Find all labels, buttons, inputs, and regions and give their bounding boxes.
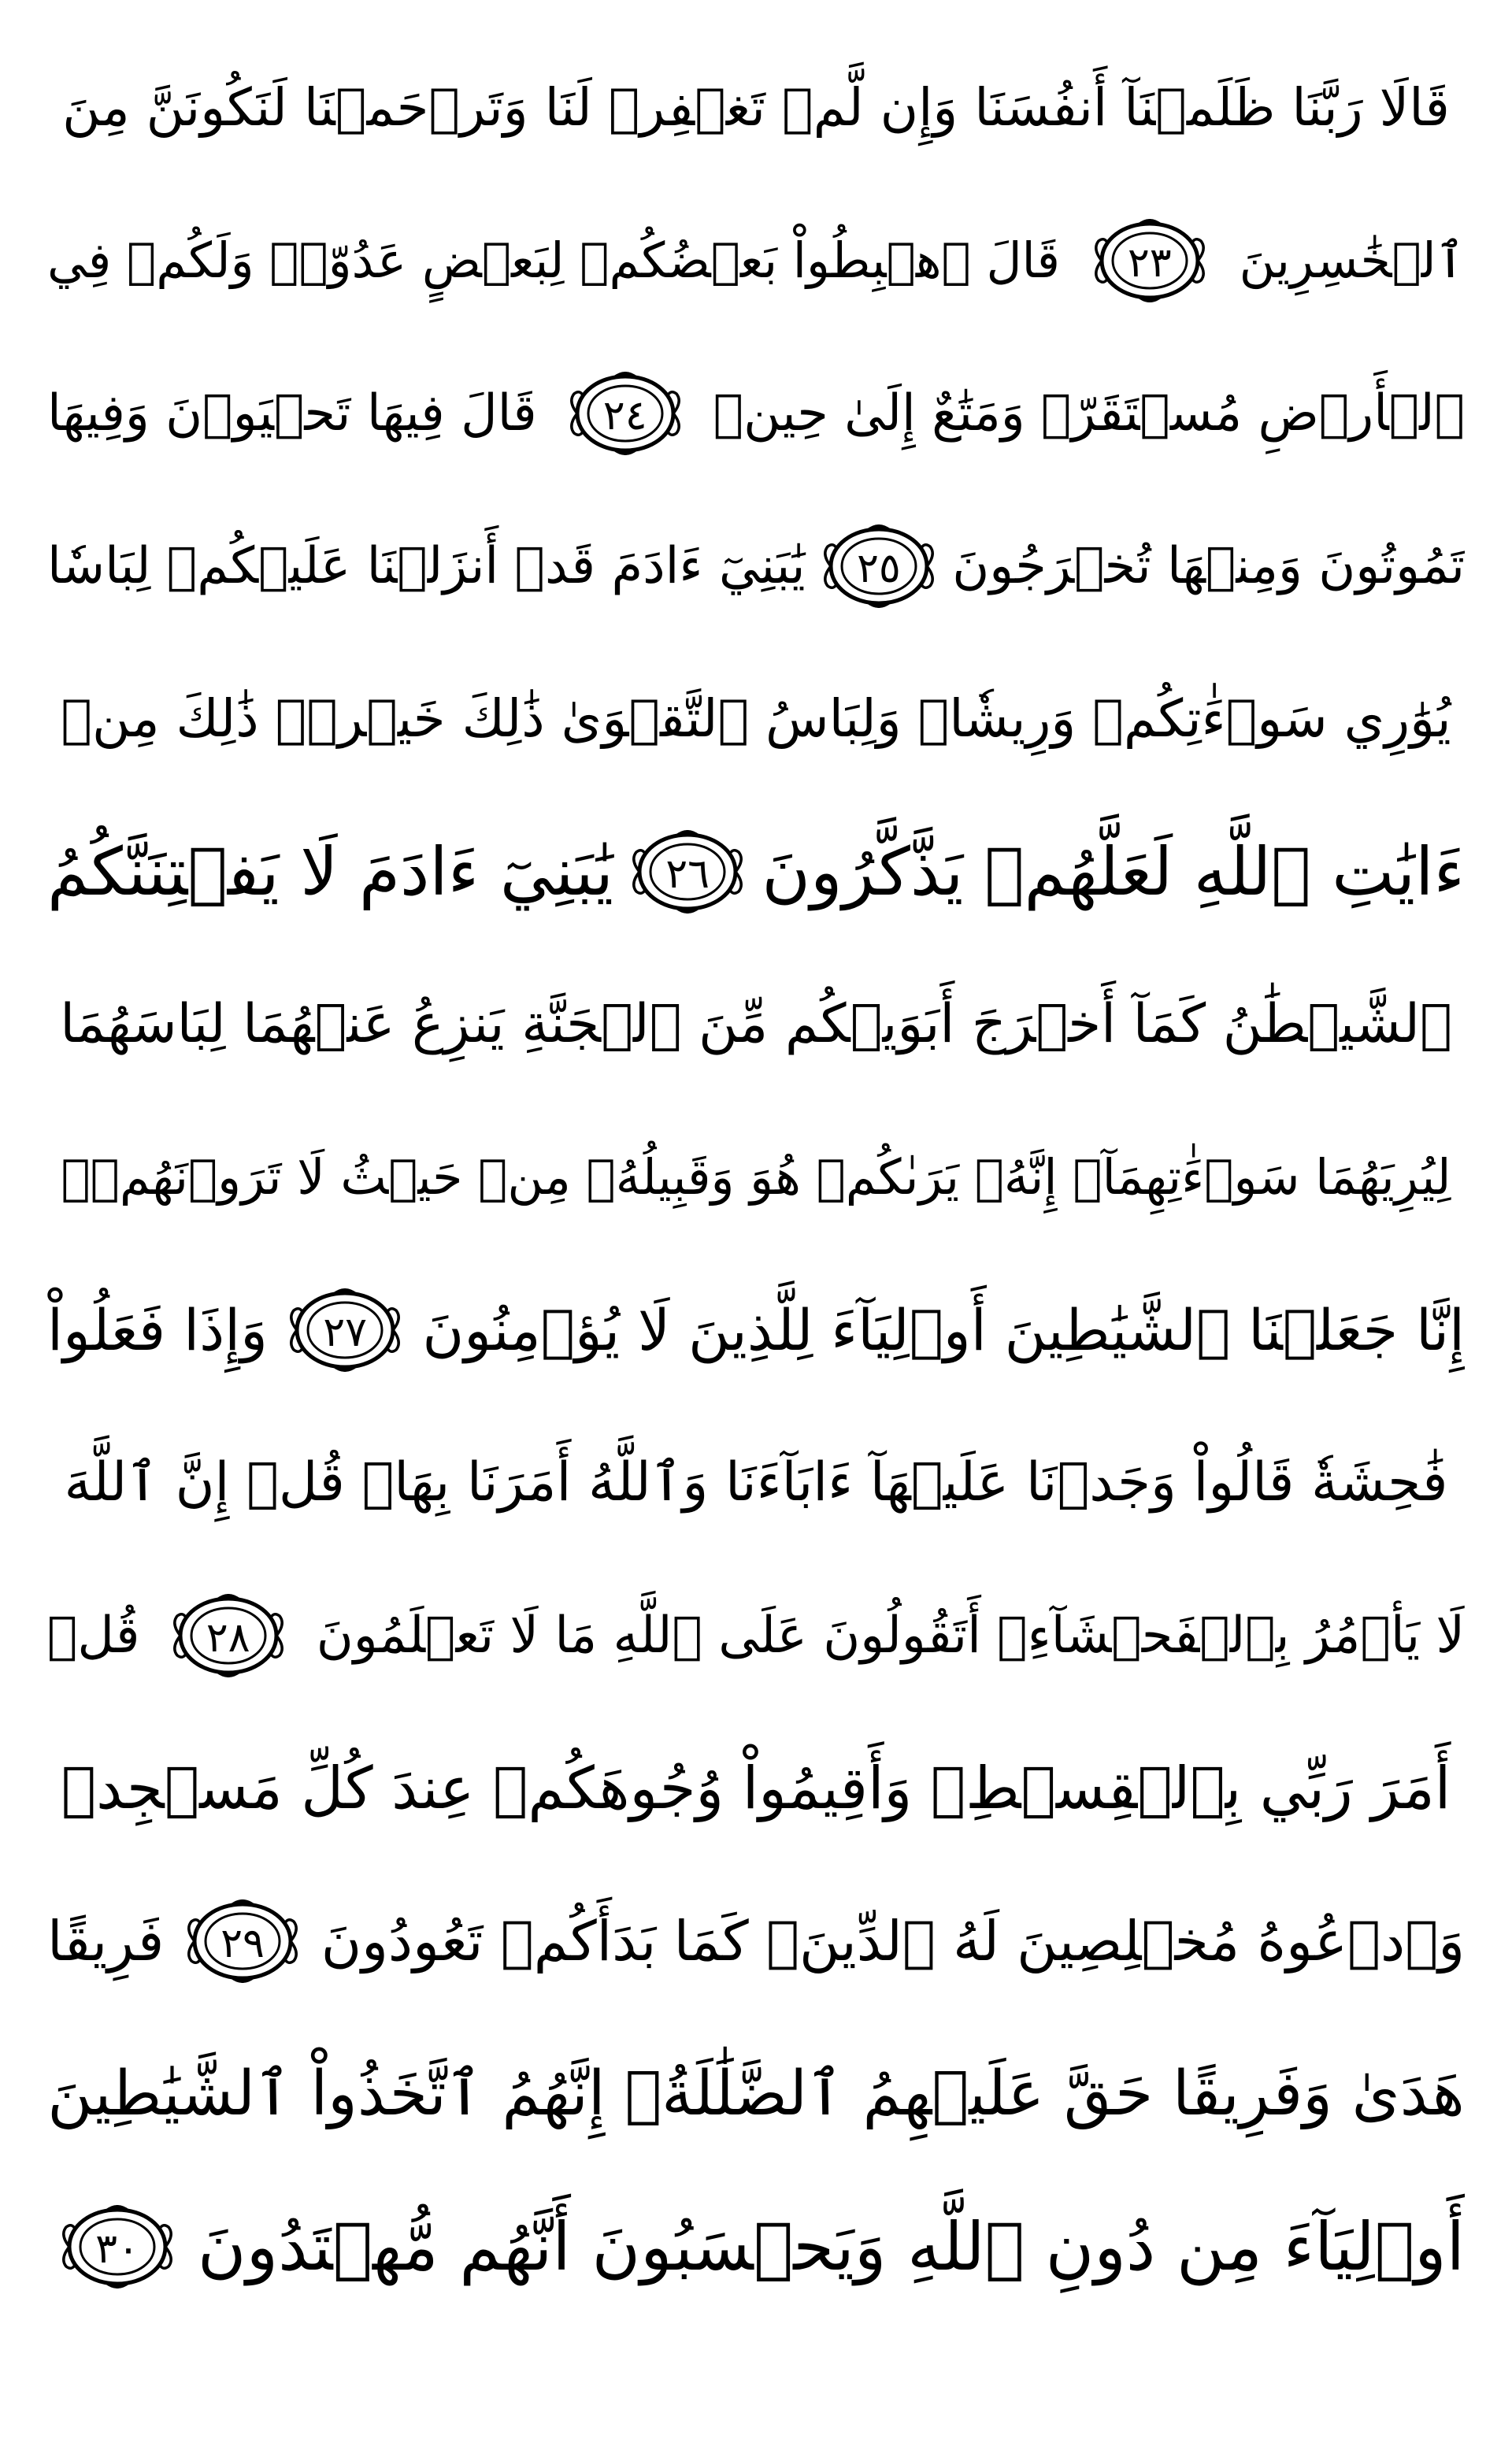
text-line bbox=[47, 1712, 1465, 1865]
verse-text: أَمَرَ رَبِّي بِٱلۡقِسۡطِۖ وَأَقِيمُواْ وُجُوهَكُمۡ عِندَ كُلِّ مَسۡجِدٖ bbox=[61, 1755, 1451, 1822]
verse-text: لِيُرِيَهُمَا سَوۡءَٰتِهِمَآۚ إِنَّهُۥ يَرَىٰكُمۡ هُوَ وَقَبِيلُهُۥ مِنۡ حَيۡثُ لَا تَرَوۡنَهُمۡۗ bbox=[61, 1148, 1451, 1206]
verse-text: يَٰبَنِيٓ ءَادَمَ قَدۡ أَنزَلۡنَا عَلَيۡكُمۡ لِبَاسٗا bbox=[47, 537, 806, 595]
ayah-number: ٢٦ bbox=[665, 851, 710, 898]
ayah-end-ornament-icon bbox=[1091, 217, 1209, 304]
verse-text: فَرِيقًا bbox=[47, 1909, 165, 1973]
text-line bbox=[47, 643, 1465, 795]
verse-text: ٱلۡخَٰسِرِينَ bbox=[1239, 232, 1465, 289]
verse-text: لَا يَأۡمُرُ بِٱلۡفَحۡشَآءِۖ أَتَقُولُونَ عَلَى ٱللَّهِ مَا لَا تَعۡلَمُونَ bbox=[316, 1607, 1465, 1665]
text-line bbox=[47, 1865, 1465, 2018]
text-line bbox=[47, 490, 1465, 643]
ayah-number: ٢٤ bbox=[602, 392, 647, 439]
ayah-number: ٢٩ bbox=[220, 1920, 265, 1967]
verse-text: قَالَا رَبَّنَا ظَلَمۡنَآ أَنفُسَنَا وَإِن لَّمۡ تَغۡفِرۡ لَنَا وَتَرۡحَمۡنَا لَنَكُونَنَّ مِنَ bbox=[62, 77, 1450, 138]
verse-text: قُلۡ bbox=[47, 1607, 140, 1665]
text-line bbox=[47, 795, 1465, 948]
verse-text: أَوۡلِيَآءَ مِن دُونِ ٱللَّهِ وَيَحۡسَبُونَ أَنَّهُم مُّهۡتَدُونَ bbox=[197, 2208, 1465, 2285]
ayah-number: ٢٨ bbox=[206, 1614, 250, 1662]
verse-text: قَالَ فِيهَا تَحۡيَوۡنَ وَفِيهَا bbox=[47, 384, 537, 443]
verse-text: وَٱدۡعُوهُ مُخۡلِصِينَ لَهُ ٱلدِّينَۚ كَمَا بَدَأَكُمۡ تَعُودُونَ bbox=[321, 1909, 1465, 1973]
verse-text: ءَايَٰتِ ٱللَّهِ لَعَلَّهُمۡ يَذَّكَّرُونَ bbox=[762, 833, 1465, 910]
text-line bbox=[47, 2170, 1465, 2323]
text-line bbox=[47, 32, 1465, 184]
text-line bbox=[47, 1559, 1465, 1712]
ayah-number: ٢٥ bbox=[856, 545, 901, 592]
ayah-end-ornament-icon bbox=[183, 1898, 302, 1985]
verse-text: هَدَىٰ وَفَرِيقًا حَقَّ عَلَيۡهِمُ ٱلضَّلَٰلَةُۚ إِنَّهُمُ ٱتَّخَذُواْ ٱلشَّيَٰطِينَ bbox=[47, 2059, 1465, 2129]
ayah-end-ornament-icon bbox=[169, 1592, 287, 1679]
ayah-end-ornament-icon bbox=[628, 828, 747, 915]
ayah-number: ٢٧ bbox=[323, 1309, 368, 1356]
verse-text: يُوَٰرِي سَوۡءَٰتِكُمۡ وَرِيشٗاۖ وَلِبَاسُ ٱلتَّقۡوَىٰ ذَٰلِكَ خَيۡرٞۚ ذَٰلِكَ مِنۡ bbox=[61, 688, 1451, 749]
text-line bbox=[47, 1406, 1465, 1559]
text-line bbox=[47, 2018, 1465, 2170]
verse-text: وَإِذَا فَعَلُواْ bbox=[47, 1297, 268, 1363]
ayah-end-ornament-icon bbox=[820, 523, 938, 610]
verse-text: يَٰبَنِيٓ ءَادَمَ لَا يَفۡتِنَنَّكُمُ bbox=[47, 833, 613, 910]
text-line bbox=[47, 948, 1465, 1101]
verse-text: إِنَّا جَعَلۡنَا ٱلشَّيَٰطِينَ أَوۡلِيَآءَ لِلَّذِينَ لَا يُؤۡمِنُونَ bbox=[422, 1297, 1465, 1363]
ayah-number: ٣٠ bbox=[95, 2225, 139, 2273]
text-line bbox=[47, 184, 1465, 337]
verse-text: قَالَ ٱهۡبِطُواْ بَعۡضُكُمۡ لِبَعۡضٍ عَدُوّٞۖ وَلَكُمۡ فِي bbox=[47, 232, 1061, 289]
verse-text: ٱلشَّيۡطَٰنُ كَمَآ أَخۡرَجَ أَبَوَيۡكُم مِّنَ ٱلۡجَنَّةِ يَنزِعُ عَنۡهُمَا لِبَاسَهُمَا bbox=[60, 993, 1452, 1055]
ayah-end-ornament-icon bbox=[566, 370, 684, 457]
verse-text: ٱلۡأَرۡضِ مُسۡتَقَرّٞ وَمَتَٰعٌ إِلَىٰ حِينٖ bbox=[713, 384, 1465, 443]
text-line bbox=[47, 1254, 1465, 1406]
text-line bbox=[47, 1101, 1465, 1254]
verse-text: تَمُوتُونَ وَمِنۡهَا تُخۡرَجُونَ bbox=[952, 537, 1465, 595]
verse-text: فَٰحِشَةٗ قَالُواْ وَجَدۡنَا عَلَيۡهَآ ءَابَآءَنَا وَٱللَّهُ أَمَرَنَا بِهَاۗ قُلۡ إِنَّ ٱللَّهَ bbox=[64, 1451, 1448, 1514]
text-line bbox=[47, 337, 1465, 490]
ayah-end-ornament-icon bbox=[58, 2203, 176, 2290]
ayah-end-ornament-icon bbox=[286, 1287, 404, 1373]
ayah-number: ٢٣ bbox=[1127, 239, 1172, 287]
